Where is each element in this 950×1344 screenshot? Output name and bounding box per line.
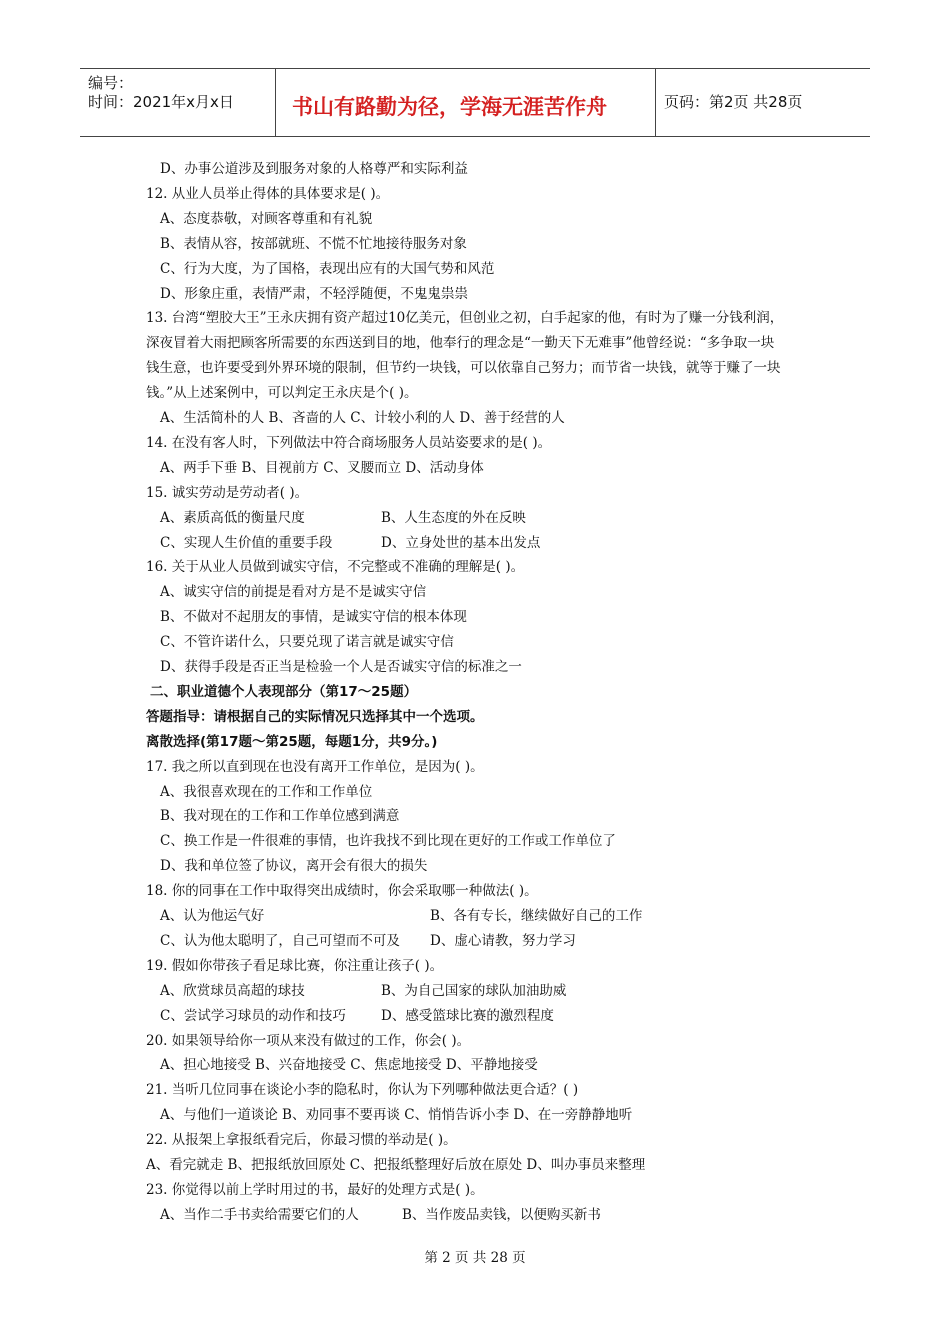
- text-line: 18. 你的同事在工作中取得突出成绩时，你会采取哪一种做法( )。: [146, 883, 538, 900]
- text-line: D、我和单位签了协议，离开会有很大的损失: [160, 858, 428, 875]
- text-line: A、态度恭敬，对顾客尊重和有礼貌: [160, 210, 373, 227]
- text-line: 13. 台湾“塑胶大王”王永庆拥有资产超过10亿美元，但创业之初，白手起家的他，有时为了赚一分钱利润，: [146, 310, 784, 327]
- text-line: 15. 诚实劳动是劳动者( )。: [146, 484, 309, 501]
- option-right: D、立身处世的基本出发点: [381, 534, 541, 551]
- header-top-rule: [80, 68, 870, 69]
- text-line: 14. 在没有客人时，下列做法中符合商场服务人员站姿要求的是( )。: [146, 434, 552, 451]
- header-motto: 书山有路勤为径，学海无涯苦作舟: [292, 94, 607, 119]
- section-heading: 二、职业道德个人表现部分（第17～25题）: [150, 683, 418, 700]
- text-line: 19. 假如你带孩子看足球比赛，你注重让孩子( )。: [146, 957, 444, 974]
- text-line: D、形象庄重，表情严肃，不轻浮随便，不鬼鬼祟祟: [160, 285, 468, 302]
- header-date-label: 时间：2021年x月x日: [88, 93, 234, 111]
- text-line: A、看完就走 B、把报纸放回原处 C、把报纸整理好后放在原处 D、叫办事员来整理: [146, 1157, 646, 1173]
- text-line: B、不做对不起朋友的事情，是诚实守信的根本体现: [160, 609, 467, 626]
- text-line: 23. 你觉得以前上学时用过的书，最好的处理方式是( )。: [146, 1181, 484, 1198]
- option-left: A、认为他运气好: [160, 908, 265, 924]
- page-footer: 第 2 页 共 28 页: [424, 1250, 526, 1266]
- text-line: A、两手下垂 B、目视前方 C、叉腰而立 D、活动身体: [160, 459, 484, 476]
- option-left: A、素质高低的衡量尺度: [160, 509, 305, 526]
- section-heading: 答题指导：请根据自己的实际情况只选择其中一个选项。: [146, 708, 484, 725]
- header-number-label: 编号：: [88, 74, 134, 92]
- text-line: D、获得手段是否正当是检验一个人是否诚实守信的标准之一: [160, 659, 522, 675]
- text-line: 深夜冒着大雨把顾客所需要的东西送到目的地，他奉行的理念是“一勤天下无难事”他曾经说：“多争取一块: [146, 335, 775, 352]
- text-line: B、我对现在的工作和工作单位感到满意: [160, 808, 400, 825]
- option-left: C、实现人生价值的重要手段: [160, 534, 333, 551]
- header-page-label: 页码：第2页 共28页: [664, 93, 803, 111]
- text-line: D、办事公道涉及到服务对象的人格尊严和实际利益: [160, 161, 468, 177]
- text-line: 21. 当听几位同事在谈论小李的隐私时，你认为下列哪种做法更合适？( ): [146, 1082, 579, 1099]
- text-line: 22. 从报架上拿报纸看完后，你最习惯的举动是( )。: [146, 1132, 457, 1149]
- text-line: 17. 我之所以直到现在也没有离开工作单位，是因为( )。: [146, 758, 484, 775]
- text-line: 钱生意，也许要受到外界环境的限制，但节约一块钱，可以依靠自己努力；而节省一块钱，就等于赚了一块: [146, 360, 781, 377]
- text-line: B、表情从容，按部就班、不慌不忙地接待服务对象: [160, 235, 467, 252]
- header-divider-right: [655, 68, 656, 136]
- text-line: 20. 如果领导给你一项从来没有做过的工作，你会( )。: [146, 1032, 471, 1049]
- text-line: 16. 关于从业人员做到诚实守信，不完整或不准确的理解是( )。: [146, 559, 525, 576]
- option-right: B、为自己国家的球队加油助威: [381, 982, 567, 999]
- option-left: A、欣赏球员高超的球技: [160, 982, 305, 999]
- text-line: A、诚实守信的前提是看对方是不是诚实守信: [160, 584, 427, 601]
- option-right: B、当作废品卖钱，以便购买新书: [402, 1206, 601, 1223]
- header-bottom-rule: [80, 136, 870, 137]
- text-line: A、与他们一道谈论 B、劝同事不要再谈 C、悄悄告诉小李 D、在一旁静静地听: [160, 1107, 633, 1124]
- option-right: D、感受篮球比赛的激烈程度: [381, 1007, 554, 1024]
- section-heading: 离散选择(第17题～第25题，每题1分，共9分。): [146, 733, 438, 750]
- option-right: B、人生态度的外在反映: [381, 509, 526, 526]
- text-line: C、不管许诺什么，只要兑现了诺言就是诚实守信: [160, 634, 454, 651]
- text-line: A、担心地接受 B、兴奋地接受 C、焦虑地接受 D、平静地接受: [160, 1057, 538, 1074]
- option-left: C、认为他太聪明了，自己可望而不可及: [160, 932, 400, 949]
- text-line: C、换工作是一件很难的事情，也许我找不到比现在更好的工作或工作单位了: [160, 833, 616, 850]
- text-line: 钱。”从上述案例中，可以判定王永庆是个( )。: [146, 385, 418, 402]
- text-line: A、我很喜欢现在的工作和工作单位: [160, 783, 373, 800]
- header-divider-left: [275, 68, 276, 136]
- text-line: A、生活简朴的人 B、吝啬的人 C、计较小利的人 D、善于经营的人: [160, 410, 565, 426]
- option-left: A、当作二手书卖给需要它们的人: [160, 1206, 359, 1223]
- option-left: C、尝试学习球员的动作和技巧: [160, 1007, 346, 1024]
- option-right: B、各有专长，继续做好自己的工作: [430, 908, 643, 924]
- option-right: D、虚心请教，努力学习: [430, 932, 576, 949]
- text-line: C、行为大度，为了国格，表现出应有的大国气势和风范: [160, 260, 495, 277]
- text-line: 12. 从业人员举止得体的具体要求是( )。: [146, 185, 390, 202]
